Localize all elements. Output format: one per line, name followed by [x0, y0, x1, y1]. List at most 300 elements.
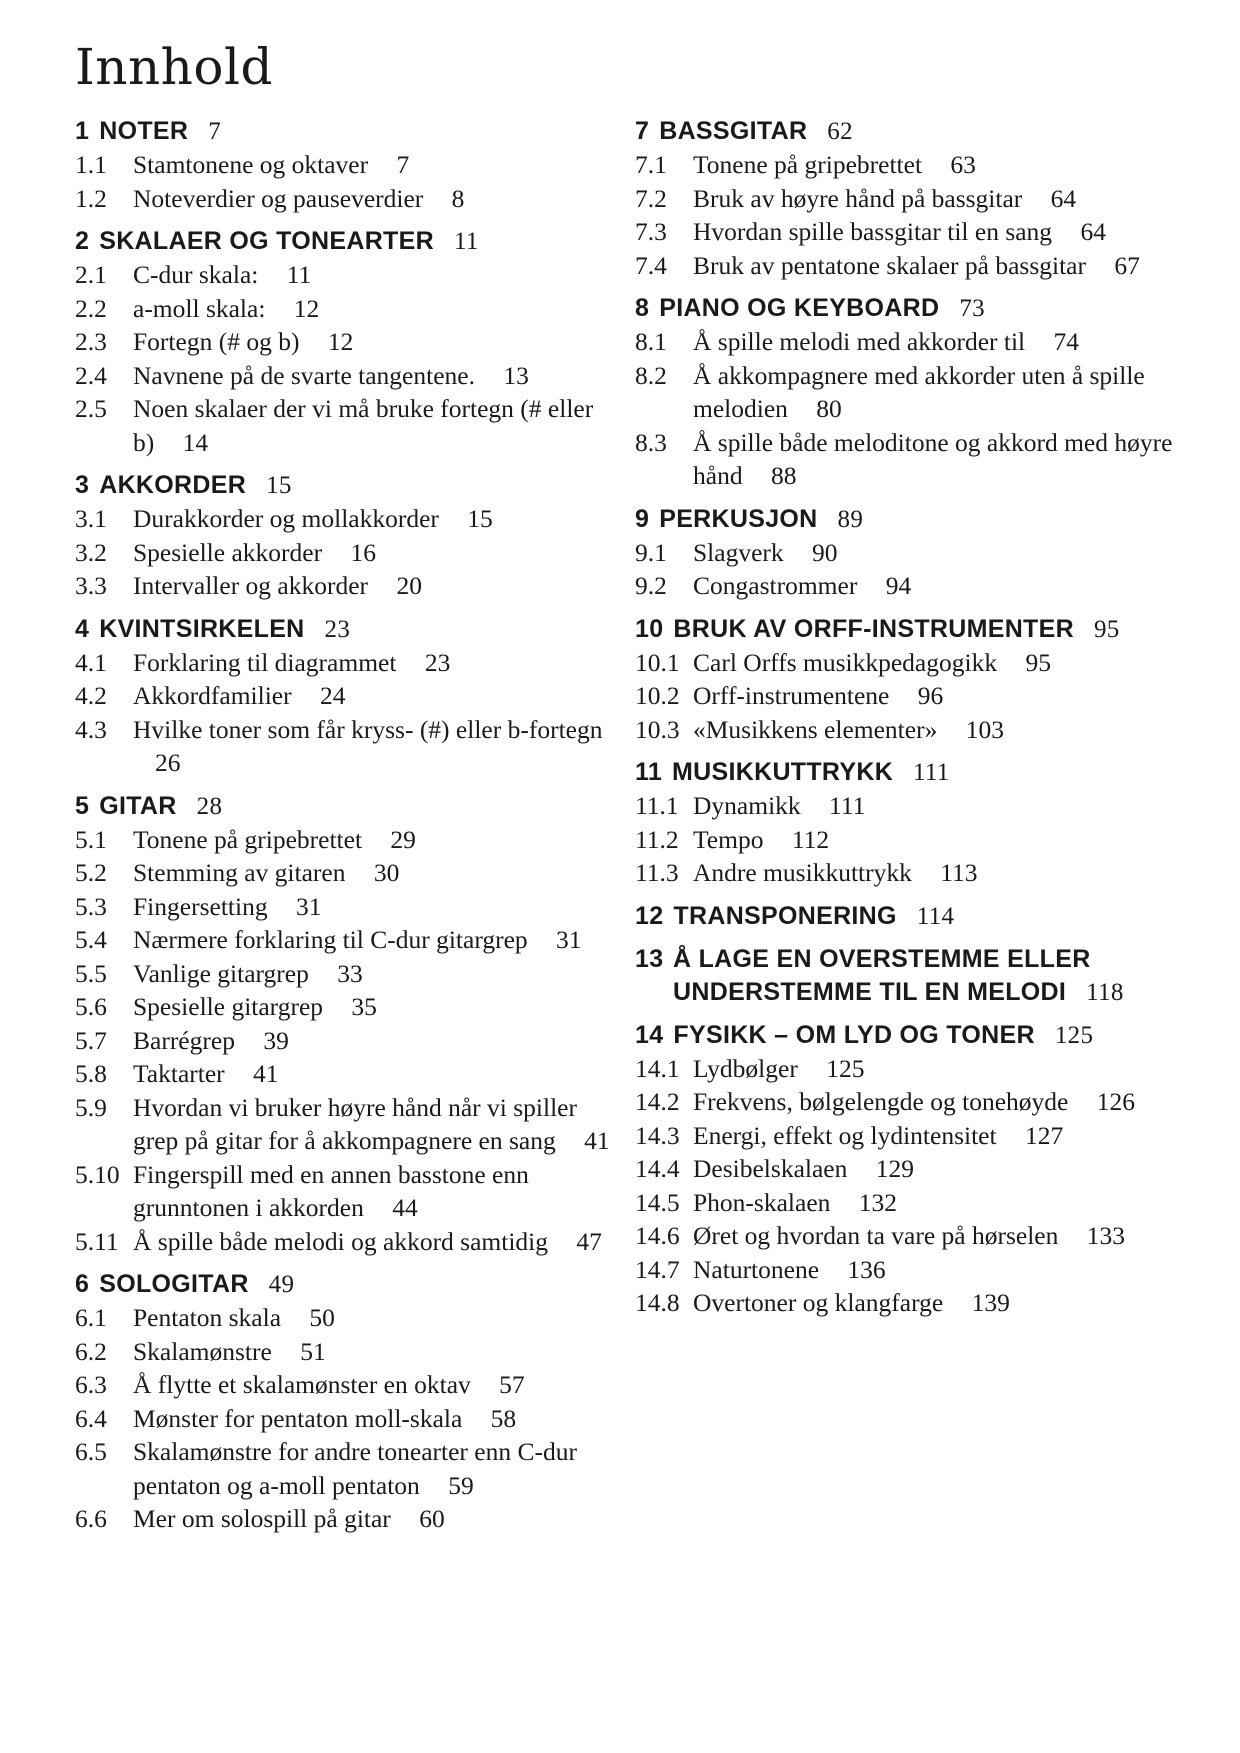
toc-entry[interactable] [75, 569, 620, 603]
chapter-number: 5 [75, 791, 90, 820]
entry-title: Carl Orffs musikkpedagogikk [693, 647, 998, 677]
toc-entry[interactable] [75, 713, 620, 780]
chapter-heading[interactable] [75, 469, 620, 502]
chapter-page-number: 28 [196, 792, 223, 820]
entry-number: 5.7 [75, 1025, 107, 1055]
entry-title: Andre musikkuttrykk [693, 858, 912, 887]
toc-chapter [75, 225, 620, 459]
entry-title: Pentaton skala [133, 1303, 282, 1332]
entry-text-wrap [133, 1057, 620, 1091]
chapter-number: 14 [635, 1020, 664, 1049]
toc-entry[interactable] [635, 1186, 1195, 1220]
entry-number: 9.2 [635, 571, 667, 600]
chapter-title: MUSIKKUTTRYKK [672, 758, 894, 786]
entry-text-wrap [133, 646, 620, 680]
chapter-page-number: 15 [266, 472, 292, 499]
entry-page-number: 113 [940, 858, 978, 887]
chapter-page-number: 7 [208, 118, 222, 145]
toc-entry[interactable] [75, 890, 620, 924]
chapter-title: AKKORDER [99, 471, 247, 499]
toc-entry[interactable] [75, 325, 620, 359]
entry-title: Durakkorder og mollakkorder [133, 504, 439, 533]
entry-number: 2.1 [75, 260, 107, 289]
entry-text-wrap [133, 569, 620, 603]
entry-text-wrap [133, 856, 620, 890]
entry-text-wrap [693, 569, 1195, 603]
entry-page-number: 41 [253, 1059, 279, 1088]
toc-entry[interactable] [75, 1024, 620, 1058]
toc-entry[interactable] [75, 823, 620, 857]
entry-title: Nærmere forklaring til C-dur gitargrep [133, 925, 528, 954]
toc-entry[interactable] [75, 856, 620, 890]
chapter-number: 11 [635, 758, 663, 786]
entry-text-wrap [133, 1402, 620, 1436]
entry-page-number: 33 [337, 958, 363, 988]
toc-chapter [75, 115, 620, 215]
entry-number: 2.2 [75, 293, 107, 323]
chapter-page-number: 114 [916, 902, 955, 930]
entry-text-wrap [693, 1219, 1195, 1253]
chapter-title: BRUK AV ORFF-INSTRUMENTER [673, 614, 1074, 643]
toc-entry[interactable] [635, 359, 1195, 426]
entry-page-number: 8 [451, 183, 465, 213]
entry-title: C-dur skala: [133, 260, 259, 289]
chapter-heading[interactable] [635, 292, 1195, 325]
chapter-page-number: 125 [1054, 1021, 1094, 1049]
chapter-heading[interactable] [75, 790, 620, 823]
toc-entry[interactable] [635, 713, 1195, 747]
toc-entry[interactable] [635, 856, 1195, 890]
entry-number: 4.2 [75, 681, 107, 710]
entry-number: 11.1 [635, 791, 679, 820]
toc-entry[interactable] [635, 1152, 1195, 1186]
chapter-number: 3 [75, 471, 90, 499]
chapter-number: 8 [635, 294, 650, 322]
entry-title: Hvordan vi bruker høyre hånd når vi spiller grep på gitar for å akkompagnere en sang [133, 1092, 577, 1155]
chapter-title: SKALAER OG TONEARTER [99, 227, 434, 255]
entry-page-number: 126 [1096, 1087, 1135, 1116]
entry-text-wrap [693, 215, 1195, 249]
chapter-heading[interactable] [635, 900, 1195, 933]
toc-entry[interactable] [635, 1286, 1195, 1320]
entry-text-wrap [133, 258, 620, 292]
entry-text-wrap [133, 1502, 620, 1536]
entry-number: 2.5 [75, 394, 107, 423]
chapter-heading[interactable] [635, 503, 1195, 536]
entry-text-wrap [133, 990, 620, 1024]
toc-entry[interactable] [635, 679, 1195, 713]
entry-page-number: 139 [971, 1288, 1010, 1317]
entry-text-wrap [693, 426, 1195, 493]
toc-chapter [75, 469, 620, 603]
entry-title: Tempo [693, 824, 764, 854]
entry-title: Lydbølger [693, 1053, 798, 1083]
toc-entry[interactable] [635, 249, 1195, 283]
entry-number: 14.6 [635, 1221, 680, 1250]
entry-page-number: 15 [467, 504, 493, 533]
toc-chapter [75, 790, 620, 1259]
entry-number: 1.2 [75, 183, 107, 213]
toc-entry[interactable] [75, 990, 620, 1024]
entry-title: Phon-skalaen [693, 1187, 831, 1217]
chapter-title: TRANSPONERING [673, 901, 897, 930]
entry-text-wrap [133, 148, 620, 182]
toc-entry[interactable] [635, 1052, 1195, 1086]
entry-page-number: 95 [1025, 647, 1051, 677]
toc-chapter [75, 613, 620, 780]
toc-entry[interactable] [75, 1301, 620, 1335]
toc-entry[interactable] [75, 502, 620, 536]
toc-entry[interactable] [635, 1219, 1195, 1253]
chapter-title: PERKUSJON [659, 504, 818, 533]
chapter-page-number: 11 [453, 228, 479, 255]
entry-number: 14.8 [635, 1288, 680, 1317]
entry-page-number: 129 [875, 1154, 914, 1183]
entry-text-wrap [133, 1435, 620, 1502]
entry-title: Bruk av høyre hånd på bassgitar [693, 183, 1023, 213]
entry-page-number: 96 [917, 681, 944, 710]
entry-text-wrap [693, 1119, 1195, 1153]
entry-number: 5.6 [75, 992, 107, 1021]
entry-text-wrap [693, 1253, 1195, 1287]
entry-number: 14.7 [635, 1254, 680, 1284]
chapter-heading[interactable] [635, 756, 1195, 789]
entry-page-number: 29 [390, 824, 416, 854]
entry-page-number: 20 [396, 571, 422, 600]
entry-number: 2.3 [75, 327, 107, 356]
toc-entry[interactable] [635, 536, 1195, 570]
entry-title: Å spille både meloditone og akkord med høyre hånd [693, 427, 1173, 490]
chapter-number: 10 [635, 614, 664, 643]
entry-page-number: 16 [350, 537, 376, 567]
entry-title: Noteverdier og pauseverdier [133, 183, 424, 213]
chapter-number: 2 [75, 227, 90, 255]
entry-text-wrap [693, 823, 1195, 857]
entry-page-number: 125 [826, 1053, 865, 1083]
entry-text-wrap [133, 292, 620, 326]
toc-entry[interactable] [635, 215, 1195, 249]
entry-title: «Musikkens elementer» [693, 714, 938, 744]
entry-page-number: 11 [286, 260, 312, 289]
entry-text-wrap [693, 182, 1195, 216]
entry-title: Forklaring til diagrammet [133, 647, 397, 677]
toc-entry[interactable] [635, 182, 1195, 216]
entry-number: 8.3 [635, 427, 667, 457]
toc-entry[interactable] [75, 1435, 620, 1502]
toc-entry[interactable] [75, 646, 620, 680]
entry-text-wrap [133, 1091, 620, 1158]
entry-page-number: 132 [858, 1187, 898, 1217]
toc-entry[interactable] [635, 569, 1195, 603]
chapter-page-number: 73 [959, 295, 985, 322]
chapter-number: 1 [75, 117, 90, 145]
chapter-heading[interactable] [75, 613, 620, 646]
chapter-heading[interactable] [75, 1268, 620, 1301]
chapter-title: NOTER [99, 117, 189, 145]
entry-number: 5.1 [75, 824, 107, 854]
entry-page-number: 50 [309, 1303, 335, 1332]
entry-page-number: 90 [812, 537, 838, 567]
chapter-page-number: 62 [827, 118, 853, 145]
entry-number: 9.1 [635, 537, 667, 567]
chapter-title: SOLOGITAR [99, 1270, 249, 1298]
entry-title: Energi, effekt og lydintensitet [693, 1120, 997, 1150]
chapter-heading[interactable] [635, 613, 1195, 646]
entry-title: Frekvens, bølgelengde og tonehøyde [693, 1087, 1069, 1116]
entry-page-number: 7 [396, 150, 410, 179]
chapter-page-number: 89 [837, 505, 864, 533]
entry-title: Navnene på de svarte tangentene. [133, 360, 475, 390]
toc-chapter [75, 1268, 620, 1536]
entry-title: Overtoner og klangfarge [693, 1288, 944, 1317]
entry-number: 14.2 [635, 1087, 680, 1116]
toc-entry[interactable] [75, 392, 620, 459]
chapter-title: Å LAGE EN OVERSTEMME ELLER UNDERSTEMME TIL EN MELODI [673, 944, 1091, 1006]
entry-text-wrap [133, 182, 620, 216]
entry-title: Akkordfamilier [133, 681, 292, 710]
chapter-title: BASSGITAR [659, 117, 808, 145]
entry-text-wrap [133, 1225, 620, 1259]
toc-entry[interactable] [75, 923, 620, 957]
toc-entry[interactable] [75, 1502, 620, 1536]
toc-entry[interactable] [75, 957, 620, 991]
chapter-heading[interactable] [75, 225, 620, 258]
entry-title: Stemming av gitaren [133, 858, 346, 887]
entry-text-wrap [693, 646, 1195, 680]
entry-page-number: 127 [1024, 1120, 1064, 1150]
entry-page-number: 88 [770, 461, 797, 490]
entry-number: 5.5 [75, 958, 107, 988]
toc-entry[interactable] [75, 1158, 620, 1225]
entry-number: 7.1 [635, 150, 667, 179]
entry-title: Stamtonene og oktaver [133, 150, 369, 179]
entry-title: Bruk av pentatone skalaer på bassgitar [693, 250, 1086, 280]
entry-text-wrap [133, 890, 620, 924]
entry-text-wrap [693, 249, 1195, 283]
entry-number: 5.11 [75, 1226, 119, 1256]
toc-entry[interactable] [75, 359, 620, 393]
entry-number: 14.1 [635, 1053, 680, 1083]
entry-page-number: 58 [490, 1403, 517, 1433]
entry-page-number: 60 [419, 1504, 445, 1533]
entry-text-wrap [693, 856, 1195, 890]
toc-entry[interactable] [635, 426, 1195, 493]
entry-number: 3.2 [75, 537, 107, 567]
toc-chapter [635, 613, 1195, 747]
entry-title: Tonene på gripebrettet [133, 824, 363, 854]
entry-title: Dynamikk [693, 791, 801, 820]
entry-number: 5.10 [75, 1159, 120, 1189]
entry-text-wrap [693, 1085, 1195, 1119]
entry-title: Fingerspill med en annen basstone enn grunntonen i akkorden [133, 1159, 529, 1222]
entry-text-wrap [133, 536, 620, 570]
entry-page-number: 103 [965, 714, 1004, 744]
toc-chapter [635, 1019, 1195, 1320]
entry-title: Spesielle gitargrep [133, 992, 324, 1021]
entry-page-number: 112 [791, 824, 830, 854]
entry-title: a-moll skala: [133, 293, 266, 323]
entry-page-number: 59 [448, 1470, 474, 1500]
entry-title: Naturtonene [693, 1254, 820, 1284]
entry-title: Å akkompagnere med akkorder uten å spille melodien [693, 360, 1145, 423]
toc-entry[interactable] [75, 679, 620, 713]
entry-text-wrap [693, 1152, 1195, 1186]
toc-entry[interactable] [75, 148, 620, 182]
entry-page-number: 35 [351, 992, 377, 1021]
chapter-title: GITAR [99, 791, 177, 820]
entry-page-number: 12 [293, 293, 320, 323]
toc-entry[interactable] [75, 1091, 620, 1158]
entry-number: 6.3 [75, 1370, 107, 1399]
entry-number: 7.4 [635, 250, 667, 280]
entry-text-wrap [133, 713, 620, 780]
entry-text-wrap [133, 1301, 620, 1335]
toc-entry[interactable] [635, 148, 1195, 182]
entry-number: 7.3 [635, 217, 667, 246]
entry-title: Fortegn (# og b) [133, 327, 300, 356]
entry-text-wrap [693, 148, 1195, 182]
chapter-page-number: 118 [1086, 978, 1124, 1006]
entry-title: Fingersetting [133, 891, 268, 921]
entry-page-number: 133 [1086, 1221, 1125, 1250]
entry-number: 8.1 [635, 327, 667, 356]
entry-title: Congastrommer [693, 571, 858, 600]
entry-text-wrap [693, 359, 1195, 426]
entry-page-number: 80 [816, 394, 842, 423]
chapter-title: KVINTSIRKELEN [99, 614, 305, 643]
chapter-title: FYSIKK – OM LYD OG TONER [673, 1020, 1035, 1049]
entry-number: 5.2 [75, 858, 107, 887]
toc-entry[interactable] [75, 1402, 620, 1436]
chapter-heading[interactable] [75, 115, 620, 148]
chapter-page-number: 95 [1093, 615, 1120, 643]
entry-page-number: 74 [1053, 327, 1080, 356]
entry-number: 14.3 [635, 1120, 680, 1150]
entry-number: 11.3 [635, 858, 679, 887]
entry-page-number: 64 [1080, 217, 1106, 246]
toc-chapter [635, 943, 1195, 1009]
toc-entry[interactable] [635, 789, 1195, 823]
entry-title: Mer om solospill på gitar [133, 1504, 391, 1533]
entry-title: Orff-instrumentene [693, 681, 890, 710]
entry-page-number: 14 [182, 427, 209, 457]
entry-text-wrap [133, 1335, 620, 1369]
entry-number: 6.1 [75, 1303, 107, 1332]
entry-number: 7.2 [635, 183, 667, 213]
toc-left-column [75, 115, 620, 1546]
entry-number: 5.4 [75, 925, 107, 954]
chapter-page-number: 49 [268, 1271, 295, 1298]
entry-title: Skalamønstre for andre tonearter enn C-dur pentaton og a-moll pentaton [133, 1437, 577, 1500]
chapter-number: 4 [75, 614, 90, 643]
entry-page-number: 31 [556, 925, 582, 954]
chapter-heading[interactable] [635, 1019, 1195, 1052]
toc-entry[interactable] [75, 258, 620, 292]
entry-title: Å spille både melodi og akkord samtidig [133, 1226, 549, 1256]
entry-number: 2.4 [75, 360, 107, 390]
toc-entry[interactable] [75, 292, 620, 326]
entry-page-number: 67 [1114, 250, 1140, 280]
entry-number: 6.2 [75, 1336, 107, 1366]
chapter-heading[interactable] [635, 115, 1195, 148]
chapter-number: 12 [635, 901, 664, 930]
toc-entry[interactable] [635, 1253, 1195, 1287]
entry-page-number: 51 [300, 1336, 326, 1366]
entry-number: 3.1 [75, 504, 107, 533]
chapter-title: PIANO OG KEYBOARD [659, 294, 940, 322]
entry-title: Skalamønstre [133, 1336, 272, 1366]
entry-text-wrap [693, 1052, 1195, 1086]
entry-number: 5.9 [75, 1092, 107, 1122]
entry-text-wrap [693, 789, 1195, 823]
entry-title: Noen skalaer der vi må bruke fortegn (# eller b) [133, 394, 594, 457]
entry-text-wrap [133, 502, 620, 536]
entry-title: Hvilke toner som får kryss- (#) eller b-fortegn [133, 714, 603, 744]
entry-title: Taktarter [133, 1059, 225, 1088]
entry-text-wrap [133, 957, 620, 991]
chapter-number: 6 [75, 1270, 90, 1298]
entry-page-number: 111 [829, 791, 866, 820]
entry-number: 10.2 [635, 681, 680, 710]
entry-text-wrap [133, 1368, 620, 1402]
chapter-heading[interactable] [635, 943, 1195, 1009]
toc-entry[interactable] [75, 1335, 620, 1369]
entry-page-number: 24 [320, 681, 346, 710]
toc-entry[interactable] [635, 325, 1195, 359]
entry-title: Slagverk [693, 537, 784, 567]
entry-number: 14.5 [635, 1187, 680, 1217]
entry-number: 8.2 [635, 360, 667, 390]
chapter-page-number: 111 [913, 759, 950, 786]
entry-title: Øret og hvordan ta vare på hørselen [693, 1221, 1059, 1250]
entry-title: Desibelskalaen [693, 1154, 848, 1183]
chapter-number: 13 [635, 944, 664, 973]
entry-page-number: 31 [295, 891, 322, 921]
entry-number: 4.1 [75, 647, 107, 677]
entry-page-number: 39 [263, 1025, 289, 1055]
toc-entry[interactable] [75, 182, 620, 216]
entry-title: Å flytte et skalamønster en oktav [133, 1370, 471, 1399]
toc-entry[interactable] [635, 823, 1195, 857]
entry-text-wrap [133, 392, 620, 459]
entry-page-number: 12 [327, 327, 354, 356]
page-title: Innhold [75, 38, 273, 96]
entry-text-wrap [693, 1186, 1195, 1220]
toc-entry[interactable] [75, 1225, 620, 1259]
chapter-number: 9 [635, 504, 650, 533]
entry-title: Barrégrep [133, 1025, 235, 1055]
toc-entry[interactable] [75, 1368, 620, 1402]
toc-chapter [635, 115, 1195, 282]
entry-text-wrap [133, 823, 620, 857]
toc-entry[interactable] [635, 1085, 1195, 1119]
entry-page-number: 94 [885, 571, 912, 600]
entry-number: 3.3 [75, 571, 107, 600]
entry-text-wrap [133, 1158, 620, 1225]
toc-entry[interactable] [75, 1057, 620, 1091]
toc-entry[interactable] [635, 646, 1195, 680]
entry-number: 14.4 [635, 1154, 680, 1183]
entry-page-number: 47 [576, 1226, 602, 1256]
toc-right-column [635, 115, 1195, 1330]
toc-entry[interactable] [635, 1119, 1195, 1153]
entry-number: 4.3 [75, 714, 107, 744]
entry-page-number: 44 [392, 1193, 418, 1222]
entry-number: 10.1 [635, 647, 680, 677]
toc-chapter [635, 900, 1195, 933]
toc-entry[interactable] [75, 536, 620, 570]
chapter-number: 7 [635, 117, 650, 145]
